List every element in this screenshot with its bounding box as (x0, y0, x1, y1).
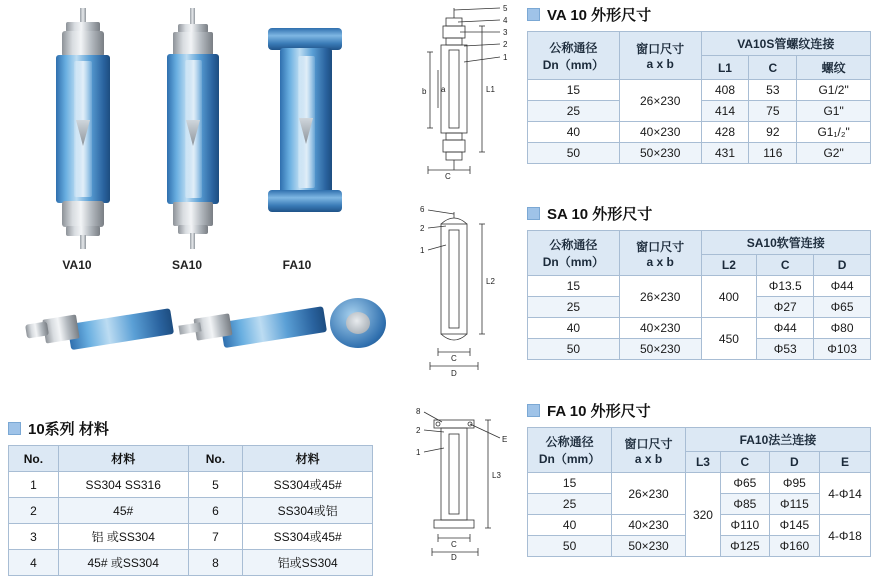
fa10-col-e: E (820, 452, 871, 473)
cell-d: Φ65 (814, 297, 871, 318)
sa10-col-c: C (757, 255, 814, 276)
cell-d: Φ44 (814, 276, 871, 297)
cell-ab: 50×230 (612, 536, 686, 557)
cell-ab: 26×230 (619, 80, 701, 122)
cell-c: Φ85 (721, 494, 770, 515)
cell-mat2: SS304或铝 (243, 498, 373, 524)
cell-c: Φ53 (757, 339, 814, 360)
heading-marker-icon (8, 422, 21, 435)
cell-d: Φ80 (814, 318, 871, 339)
fa10-title: FA 10 外形尺寸 (547, 403, 651, 420)
va10-col-dn-line2: Dn（mm） (542, 57, 605, 72)
svg-text:3: 3 (503, 28, 508, 37)
cell-no1: 1 (9, 472, 59, 498)
cell-dn: 15 (528, 473, 612, 494)
svg-text:C: C (445, 172, 451, 181)
va10-section-heading (527, 4, 875, 25)
va10-group-header: VA10S管螺纹连接 (701, 32, 870, 56)
photo-caption-fa10: FA10 (282, 258, 312, 272)
fa10-col-ab (612, 428, 686, 473)
sa10-col-dn-line2: Dn（mm） (542, 255, 605, 269)
sa10-section-heading (527, 203, 875, 224)
fa10-col-dn (528, 428, 612, 473)
va10-col-thread: 螺纹 (797, 56, 871, 80)
svg-text:C: C (451, 540, 457, 549)
sa10-table (527, 230, 871, 360)
photo-sa10 (140, 8, 230, 238)
table-row (528, 143, 871, 164)
fa10-col-c: C (721, 452, 770, 473)
fa10-col-dn-line2: Dn（mm） (538, 452, 601, 466)
svg-text:b: b (422, 87, 427, 96)
cell-l1: 414 (701, 101, 749, 122)
va10-table (527, 31, 871, 164)
material-section (8, 418, 378, 576)
cell-dn: 50 (528, 339, 620, 360)
table-header-row (9, 446, 373, 472)
cell-dn: 25 (528, 494, 612, 515)
table-header-row (528, 32, 871, 56)
cell-mat2: SS304或45# (243, 472, 373, 498)
svg-text:L2: L2 (486, 277, 495, 286)
material-section-heading (8, 418, 378, 439)
cell-thread: G1/2" (797, 80, 871, 101)
table-header-row (528, 231, 871, 255)
cell-dn: 40 (528, 318, 620, 339)
cell-c: 116 (749, 143, 797, 164)
cell-ab: 26×230 (619, 276, 701, 318)
cell-d: Φ115 (769, 494, 819, 515)
va10-col-dn-line1: 公称通径 (549, 40, 598, 55)
va10-col-c: C (749, 56, 797, 80)
cell-l1: 431 (701, 143, 749, 164)
svg-text:L3: L3 (492, 471, 501, 480)
svg-text:1: 1 (416, 448, 421, 457)
svg-text:D: D (451, 369, 457, 378)
va10-col-ab-line2: a x b (646, 57, 674, 71)
fa10-col-d: D (769, 452, 819, 473)
fa10-section-heading (527, 400, 875, 421)
cell-no1: 2 (9, 498, 59, 524)
cell-no2: 7 (188, 524, 243, 550)
cell-c: 92 (749, 122, 797, 143)
svg-text:2: 2 (420, 224, 425, 233)
cell-c: Φ13.5 (757, 276, 814, 297)
svg-text:2: 2 (416, 426, 421, 435)
cell-e: 4-Φ18 (820, 515, 871, 557)
svg-text:6: 6 (420, 205, 425, 214)
va10-col-ab (619, 32, 701, 80)
cell-c: Φ125 (721, 536, 770, 557)
product-photo-group (0, 0, 420, 290)
sa10-col-ab-line1: 窗口尺寸 (636, 239, 685, 254)
cell-ab: 40×230 (619, 122, 701, 143)
cell-l2: 400 (701, 276, 757, 318)
cell-dn: 50 (528, 536, 612, 557)
cell-ab: 26×230 (612, 473, 686, 515)
cell-dn: 25 (528, 101, 620, 122)
cell-c: 75 (749, 101, 797, 122)
sa10-col-d: D (814, 255, 871, 276)
cell-mat1: 铝 或SS304 (58, 524, 188, 550)
sa10-col-dn (528, 231, 620, 276)
photo-connector-fa10 (322, 292, 402, 354)
cell-thread: G2" (797, 143, 871, 164)
svg-text:1: 1 (420, 246, 425, 255)
sa10-col-ab (619, 231, 701, 276)
cell-mat1: 45# (58, 498, 188, 524)
cell-no2: 5 (188, 472, 243, 498)
cell-l2: 450 (701, 318, 757, 360)
va10-section (527, 4, 875, 164)
fa10-col-ab-line2: a x b (634, 451, 663, 466)
cell-no1: 3 (9, 524, 59, 550)
fa10-col-dn-line1: 公称通径 (545, 435, 594, 449)
table-row (528, 122, 871, 143)
cell-d: Φ145 (769, 515, 819, 536)
sa10-col-l2: L2 (701, 255, 757, 276)
cell-thread: G1₁/₂" (797, 122, 871, 143)
cell-dn: 50 (528, 143, 620, 164)
cell-l1: 428 (701, 122, 749, 143)
cell-no2: 6 (188, 498, 243, 524)
cell-c: Φ44 (757, 318, 814, 339)
va10-col-l1: L1 (701, 56, 749, 80)
drawing-va10 (408, 2, 526, 184)
cell-d: Φ160 (769, 536, 819, 557)
material-title: 10系列 材料 (28, 421, 109, 438)
table-row (528, 80, 871, 101)
sa10-col-dn-line1: 公称通径 (549, 238, 598, 252)
photo-connector-sa10 (175, 292, 325, 352)
cell-no1: 4 (9, 550, 59, 576)
cell-ab: 50×230 (619, 143, 701, 164)
table-row (9, 498, 373, 524)
fa10-group-header: FA10法兰连接 (685, 428, 870, 452)
svg-text:C: C (451, 354, 457, 363)
va10-col-dn (528, 32, 620, 80)
photo-connector-va10 (20, 292, 170, 352)
svg-text:D: D (451, 553, 457, 562)
table-row (528, 339, 871, 360)
material-table (8, 445, 373, 576)
va10-col-ab-line1: 窗口尺寸 (636, 42, 685, 56)
cell-c: Φ110 (721, 515, 770, 536)
svg-text:1: 1 (503, 53, 508, 62)
drawing-sa10 (408, 200, 526, 380)
fa10-table (527, 427, 871, 557)
svg-text:a: a (441, 85, 446, 94)
table-row (528, 318, 871, 339)
material-col-no2: No. (188, 446, 243, 472)
table-header-row (528, 428, 871, 452)
cell-c: Φ27 (757, 297, 814, 318)
cell-dn: 40 (528, 122, 620, 143)
heading-marker-icon (527, 8, 540, 21)
photo-caption-va10: VA10 (62, 258, 92, 272)
cell-e: 4-Φ14 (820, 473, 871, 515)
table-row (9, 472, 373, 498)
fa10-col-ab-line1: 窗口尺寸 (624, 436, 673, 451)
photo-fa10 (250, 18, 360, 233)
cell-dn: 25 (528, 297, 620, 318)
svg-text:5: 5 (503, 4, 508, 13)
heading-marker-icon (527, 207, 540, 220)
cell-c: Φ65 (721, 473, 770, 494)
cell-c: 53 (749, 80, 797, 101)
fa10-section (527, 400, 875, 557)
material-col-no1: No. (9, 446, 59, 472)
table-row (528, 473, 871, 494)
va10-title: VA 10 外形尺寸 (547, 7, 652, 24)
cell-d: Φ103 (814, 339, 871, 360)
table-row (9, 550, 373, 576)
photo-va10 (30, 8, 120, 238)
cell-ab: 40×230 (612, 515, 686, 536)
cell-dn: 15 (528, 276, 620, 297)
cell-no2: 8 (188, 550, 243, 576)
sa10-section (527, 203, 875, 360)
cell-mat2: 铝或SS304 (243, 550, 373, 576)
fa10-col-l3: L3 (685, 452, 720, 473)
svg-text:4: 4 (503, 16, 508, 25)
cell-mat1: SS304 SS316 (58, 472, 188, 498)
cell-ab: 50×230 (619, 339, 701, 360)
table-row (9, 524, 373, 550)
svg-text:2: 2 (503, 40, 508, 49)
table-row (528, 276, 871, 297)
sa10-group-header: SA10软管连接 (701, 231, 870, 255)
cell-mat1: 45# 或SS304 (58, 550, 188, 576)
material-col-mat2: 材料 (243, 446, 373, 472)
cell-d: Φ95 (769, 473, 819, 494)
svg-text:L1: L1 (486, 85, 495, 94)
heading-marker-icon (527, 404, 540, 417)
photo-caption-sa10: SA10 (171, 258, 203, 272)
svg-text:8: 8 (416, 407, 421, 416)
cell-ab: 40×230 (619, 318, 701, 339)
svg-text:E: E (502, 435, 508, 444)
cell-dn: 15 (528, 80, 620, 101)
cell-thread: G1" (797, 101, 871, 122)
sa10-title: SA 10 外形尺寸 (547, 206, 653, 223)
cell-l3: 320 (685, 473, 720, 557)
drawing-fa10 (408, 398, 526, 560)
cell-dn: 40 (528, 515, 612, 536)
sa10-col-ab-line2: a x b (646, 254, 674, 269)
material-col-mat1: 材料 (58, 446, 188, 472)
cell-mat2: SS304或45# (243, 524, 373, 550)
cell-l1: 408 (701, 80, 749, 101)
